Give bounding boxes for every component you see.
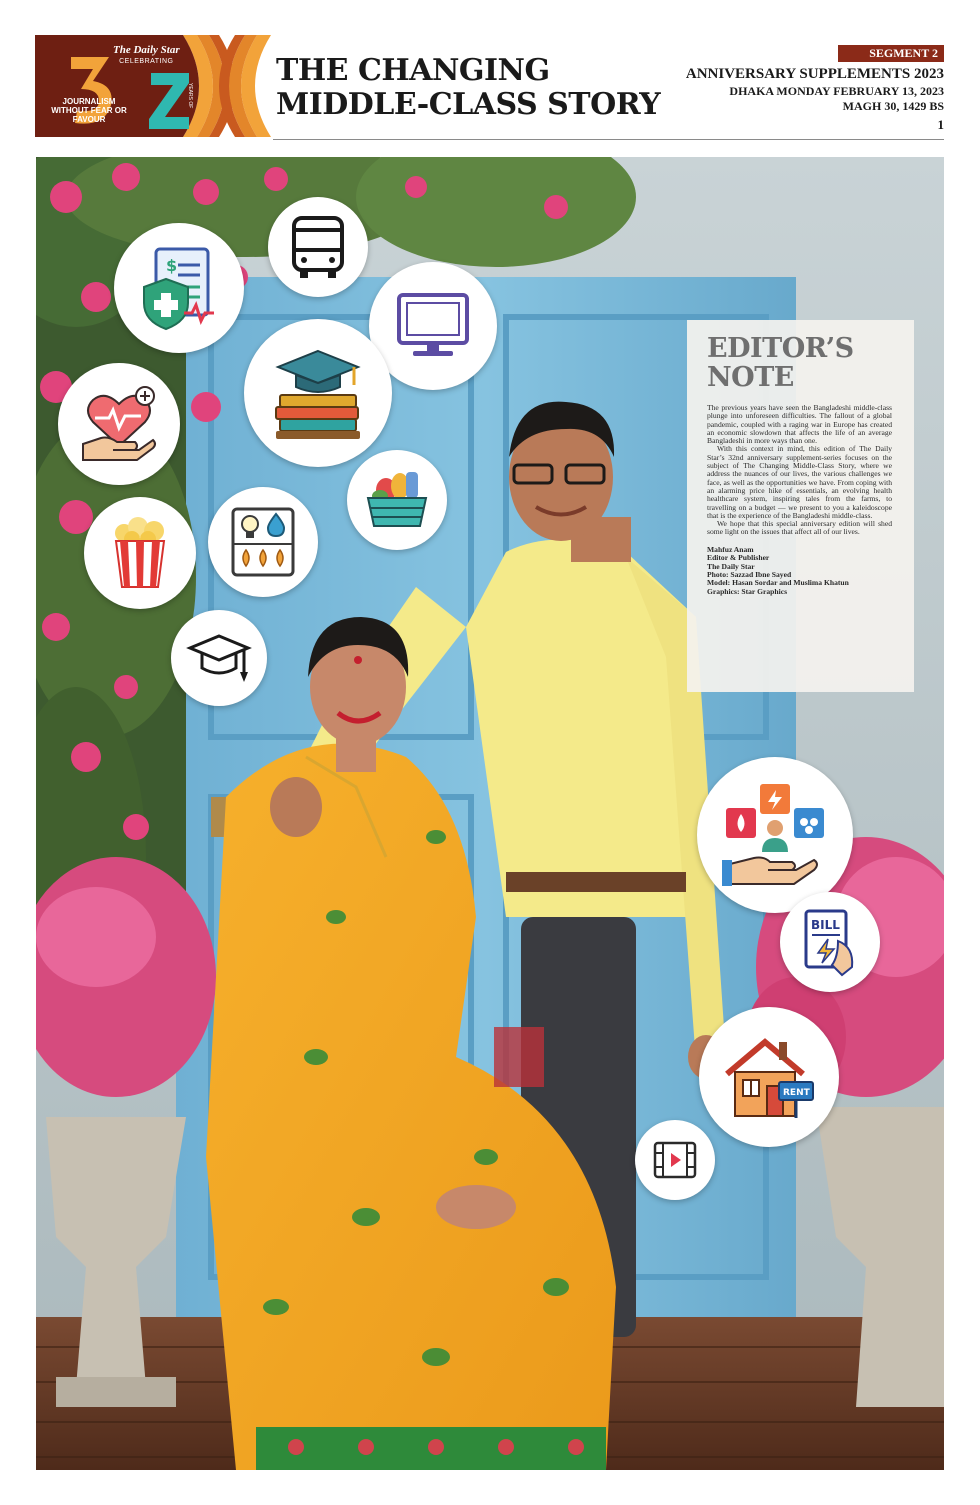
editors-note-paragraph: We hope that this special anniversary edition will shed some light on the issues that affect all of our lives. [707, 519, 892, 537]
editors-note-title [707, 334, 892, 392]
video-icon [635, 1120, 715, 1200]
model-credit: Model: Hasan Sordar and Muslima Khatun [707, 578, 849, 588]
heart-care-icon [58, 363, 180, 485]
health-bill-icon [114, 223, 244, 353]
editors-note [687, 320, 914, 692]
photo-credit: Photo: Sazzad Ibne Sayed [707, 569, 792, 579]
segment-badge: SEGMENT 2 [838, 45, 944, 62]
graphics-credit: Graphics: Star Graphics [707, 586, 788, 596]
editors-note-paragraph: With this context in mind, this edition of The Daily Star’s 32nd anniversary supplement-series focuses on the subject of The Changing Middle-Class Story, where we address the nuances of our lives, the various challenges we face, as well as the opportunities we have. From coping with an alarming price hike of essentials, an evolving health healthcare system, inspiring tales from the farms, to travelling on a budget — we present to you a kaleidoscope that is the experience of the Bangladeshi middle-class. [707, 444, 892, 520]
supplement-label: ANNIVERSARY SUPPLEMENTS 2023 [685, 66, 944, 82]
anniversary-logo [35, 35, 273, 137]
edition-info [686, 65, 944, 134]
svg-text:RENT: RENT [783, 1088, 810, 1098]
svg-text:BILL: BILL [811, 918, 840, 932]
bus-icon [268, 197, 368, 297]
editors-note-credits [707, 546, 892, 596]
logo-years-label: YEARS OF [187, 83, 193, 109]
logo-brand: The Daily Star CELEBRATING [113, 44, 180, 65]
logo-tagline: JOURNALISM WITHOUT FEAR OR FAVOUR [51, 97, 127, 124]
electricity-bill-icon [780, 892, 880, 992]
editors-note-title-line-1: EDITOR’S [707, 333, 854, 364]
title-line-2: MIDDLE-CLASS STORY [276, 87, 661, 122]
popcorn-icon [84, 497, 196, 609]
header-rule [273, 139, 944, 140]
editors-note-title-line-2: NOTE [707, 362, 794, 393]
page-title [276, 54, 660, 122]
editors-note-paragraph: The previous years have seen the Bangladeshi middle-class plunge into unforeseen difficulties. The fallout of a global pandemic, coupled with a raging war in Europe has created an economic slowdown that affects the life of an average Bangladeshi in more ways than one. [707, 403, 892, 446]
masthead [0, 0, 980, 142]
page-number: 1 [937, 117, 944, 132]
title-line-1: THE CHANGING [276, 53, 550, 88]
edition-date: DHAKA MONDAY FEBRUARY 13, 2023 [729, 84, 944, 98]
grocery-basket-icon [347, 450, 447, 550]
signature-org: The Daily Star [707, 561, 755, 571]
bangla-date: MAGH 30, 1429 BS [842, 99, 944, 113]
utilities-icon [208, 487, 318, 597]
signature-name: Mahfuz Anam [707, 544, 754, 554]
graduation-books-icon [244, 319, 392, 467]
graduation-cap-icon [171, 610, 267, 706]
services-icon [697, 757, 853, 913]
svg-text:$: $ [166, 256, 178, 275]
house-rent-icon [699, 1007, 839, 1147]
signature-title: Editor & Publisher [707, 553, 770, 563]
